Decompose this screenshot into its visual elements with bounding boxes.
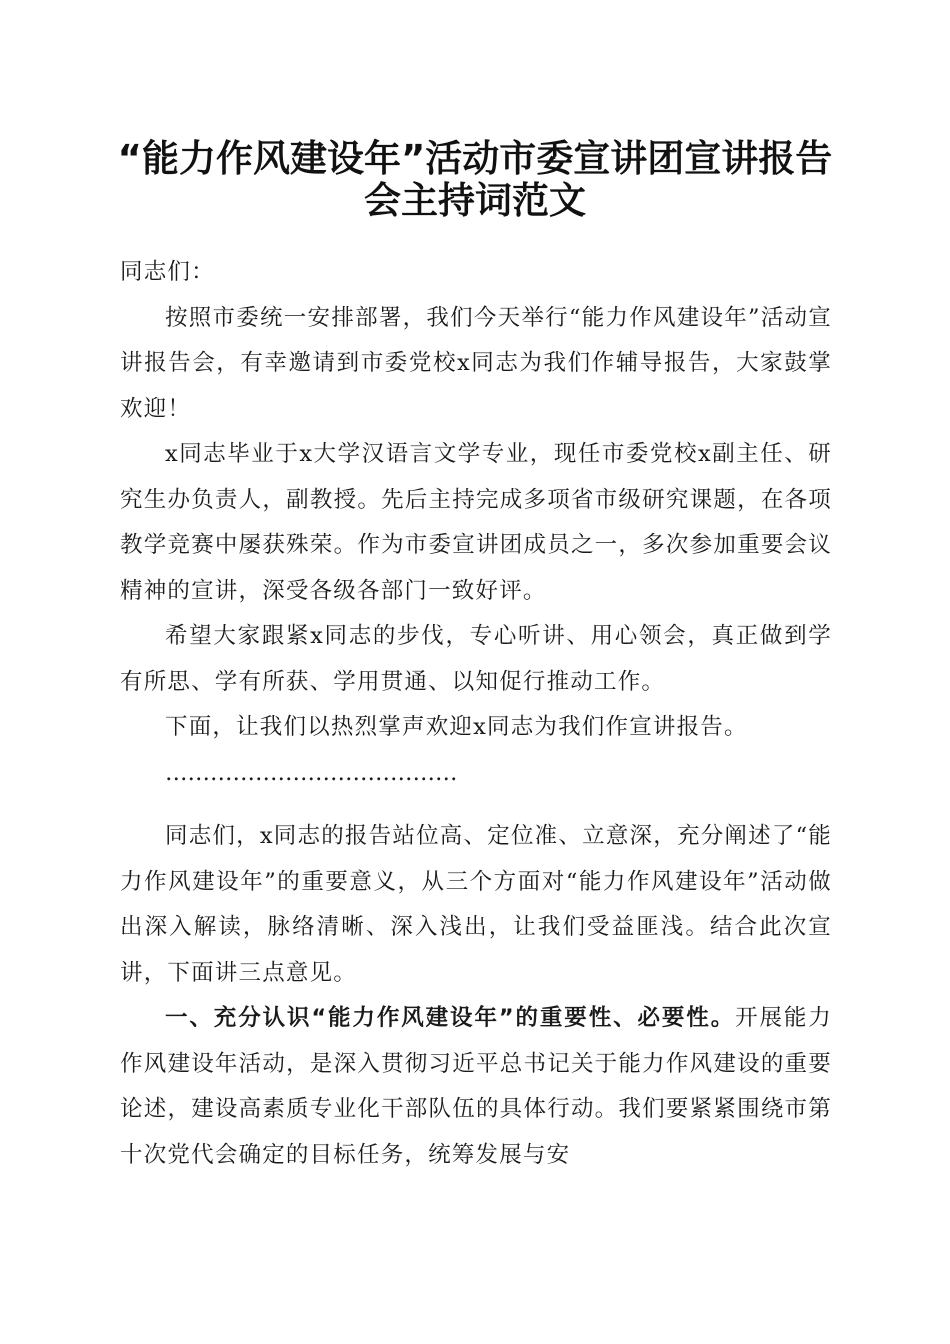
ellipsis-divider: …………………………………: [165, 759, 458, 786]
paragraph-welcome: 下面，让我们以热烈掌声欢迎x同志为我们作宣讲报告。: [165, 714, 748, 740]
paragraph-expectation: 希望大家跟紧x同志的步伐，专心听讲、用心领会，真正做到学有所思、学有所获、学用贯通、以知促行推动工作。: [120, 623, 832, 695]
document-title-line-1: “能力作风建设年”活动市委宣讲团宣讲报告: [117, 137, 833, 180]
paragraph-summary: 同志们，x同志的报告站位高、定位准、立意深，充分阐述了“能力作风建设年”的重要意义，从三个方面对“能力作风建设年”活动做出深入解读，脉络清晰、深入浅出，让我们受益匪浅。结合此次宣讲，下面讲三点意见。: [120, 823, 832, 986]
paragraph-point-one: [120, 996, 832, 1178]
document-title-line-2: 会主持词范文: [364, 179, 586, 222]
point-one-heading: 一、充分认识“能力作风建设年”的重要性、必要性。: [165, 1005, 736, 1031]
salutation: 同志们：: [120, 259, 215, 285]
document-body: [120, 250, 832, 1178]
paragraph-invitation: 按照市委统一安排部署，我们今天举行“能力作风建设年”活动宣讲报告会，有幸邀请到市委党校x同志为我们作辅导报告，大家鼓掌欢迎！: [120, 304, 832, 422]
point-one-body: 开展能力作风建设年活动，是深入贯彻习近平总书记关于能力作风建设的重要论述，建设高素质专业化干部队伍的具体行动。我们要紧紧围绕市第十次党代会确定的目标任务，统筹发展与安: [120, 1005, 832, 1168]
paragraph-speaker-intro: x同志毕业于x大学汉语言文学专业，现任市委党校x副主任、研究生办负责人，副教授。先后主持完成多项省市级研究课题，在各项教学竞赛中屡获殊荣。作为市委宣讲团成员之一，多次参加重要会议精神的宣讲，深受各级各部门一致好评。: [120, 441, 832, 604]
